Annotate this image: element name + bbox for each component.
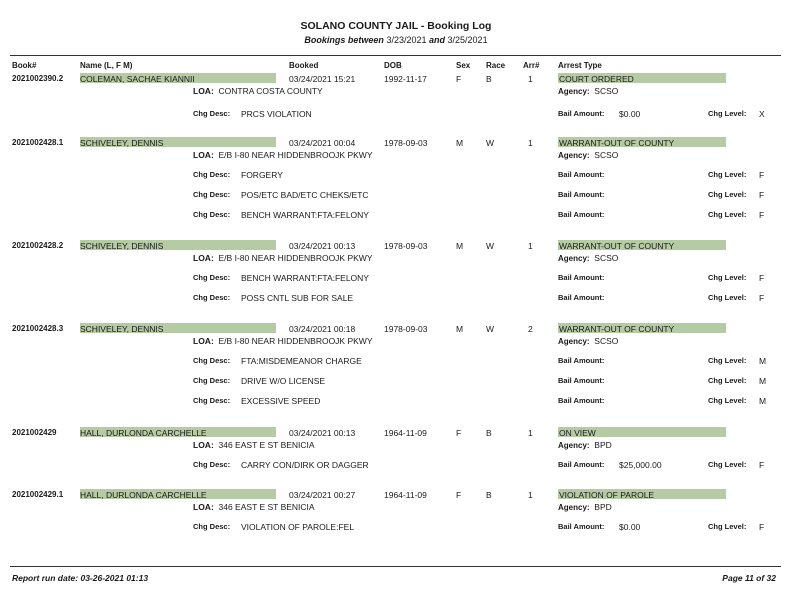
chg-level-value: M [759, 396, 767, 406]
chg-desc-value: FORGERY [241, 170, 283, 180]
arrest-count: 1 [528, 74, 533, 84]
chg-level-value: F [759, 190, 765, 200]
col-dob: DOB [384, 61, 402, 70]
loa-label: LOA: [193, 150, 214, 160]
col-arr: Arr# [523, 61, 540, 70]
chg-level-label: Chg Level: [708, 273, 747, 282]
chg-desc-label: Chg Desc: [193, 356, 231, 365]
bail-amount-value: $25,000.00 [619, 460, 662, 470]
chg-level-label: Chg Level: [708, 190, 747, 199]
arrest-count: 1 [528, 490, 533, 500]
chg-level-value: M [759, 356, 767, 366]
loa-label: LOA: [193, 440, 214, 450]
date-of-birth: 1992-11-17 [384, 74, 427, 84]
arrest-type: WARRANT-OUT OF COUNTY [559, 241, 675, 251]
chg-level-value: F [759, 293, 765, 303]
chg-level-label: Chg Level: [708, 356, 747, 365]
agency-value: BPD [594, 440, 612, 450]
bail-amount-label: Bail Amount: [558, 109, 605, 118]
loa-line [193, 86, 323, 96]
booked-datetime: 03/24/2021 00:13 [289, 428, 356, 438]
report-title: SOLANO COUNTY JAIL - Booking Log [300, 20, 492, 32]
charge-row [0, 460, 792, 472]
chg-desc-label: Chg Desc: [193, 293, 231, 302]
agency-label: Agency: [558, 441, 590, 450]
loa-label: LOA: [193, 253, 214, 263]
loa-label: LOA: [193, 86, 214, 96]
agency-value: SCSO [594, 150, 619, 160]
agency-line [558, 253, 618, 263]
agency-value: SCSO [594, 86, 619, 96]
chg-desc-label: Chg Desc: [193, 460, 231, 469]
booked-datetime: 03/24/2021 00:18 [289, 324, 356, 334]
book-number: 2021002428.2 [12, 241, 64, 250]
date-of-birth: 1964-11-09 [384, 428, 427, 438]
chg-level-label: Chg Level: [708, 460, 747, 469]
race-value: B [486, 428, 492, 438]
chg-level-label: Chg Level: [708, 293, 747, 302]
arrest-type: ON VIEW [559, 428, 596, 438]
loa-value: 346 EAST E ST BENICIA [218, 502, 315, 512]
chg-desc-label: Chg Desc: [193, 190, 231, 199]
chg-level-value: M [759, 376, 767, 386]
footer-rule [10, 566, 781, 567]
bail-amount-label: Bail Amount: [558, 170, 605, 179]
chg-level-value: F [759, 522, 765, 532]
bail-amount-label: Bail Amount: [558, 293, 605, 302]
col-sex: Sex [456, 61, 471, 70]
arrest-count: 1 [528, 241, 533, 251]
bail-amount-label: Bail Amount: [558, 376, 605, 385]
loa-value: E/B I-80 NEAR HIDDENBROOJK PKWY [218, 253, 373, 263]
charge-row [0, 273, 792, 285]
agency-label: Agency: [558, 337, 590, 346]
loa-line [193, 336, 373, 346]
inmate-name: HALL, DURLONDA CARCHELLE [80, 428, 207, 438]
inmate-name: SCHIVELEY, DENNIS [80, 138, 164, 148]
arrest-count: 1 [528, 138, 533, 148]
loa-line [193, 502, 315, 512]
date-of-birth: 1978-09-03 [384, 241, 428, 251]
bail-amount-label: Bail Amount: [558, 273, 605, 282]
chg-level-label: Chg Level: [708, 376, 747, 385]
chg-desc-value: DRIVE W/O LICENSE [241, 376, 326, 386]
end-date: 3/25/2021 [447, 35, 488, 45]
chg-desc-value: FTA:MISDEMEANOR CHARGE [241, 356, 362, 366]
chg-desc-value: BENCH WARRANT:FTA:FELONY [241, 210, 369, 220]
sex-value: M [456, 241, 464, 251]
bail-amount-label: Bail Amount: [558, 190, 605, 199]
charge-row [0, 293, 792, 305]
start-date: 3/23/2021 [386, 35, 427, 45]
race-value: W [486, 324, 495, 334]
charge-row [0, 170, 792, 182]
race-value: B [486, 74, 492, 84]
report-run-date: Report run date: 03-26-2021 01:13 [12, 573, 149, 583]
inmate-name: SCHIVELEY, DENNIS [80, 241, 164, 251]
sex-value: F [456, 74, 462, 84]
chg-desc-value: PRCS VIOLATION [241, 109, 312, 119]
and-word: and [429, 35, 446, 45]
chg-desc-label: Chg Desc: [193, 522, 231, 531]
agency-label: Agency: [558, 151, 590, 160]
agency-value: SCSO [594, 253, 619, 263]
chg-desc-value: BENCH WARRANT:FTA:FELONY [241, 273, 369, 283]
race-value: W [486, 138, 495, 148]
charge-row [0, 396, 792, 408]
chg-level-value: X [759, 109, 765, 119]
chg-level-value: F [759, 210, 765, 220]
agency-line [558, 150, 618, 160]
chg-desc-label: Chg Desc: [193, 109, 231, 118]
chg-desc-value: VIOLATION OF PAROLE:FEL [241, 522, 355, 532]
charge-row [0, 522, 792, 534]
bail-amount-label: Bail Amount: [558, 356, 605, 365]
book-number: 2021002429 [12, 428, 57, 437]
loa-value: 346 EAST E ST BENICIA [218, 440, 315, 450]
charge-row [0, 109, 792, 121]
chg-desc-value: EXCESSIVE SPEED [241, 396, 321, 406]
date-of-birth: 1978-09-03 [384, 324, 428, 334]
chg-level-label: Chg Level: [708, 109, 747, 118]
subtitle-prefix: Bookings between [304, 35, 384, 45]
agency-line [558, 440, 612, 450]
chg-desc-value: POSS CNTL SUB FOR SALE [241, 293, 354, 303]
agency-label: Agency: [558, 254, 590, 263]
bail-amount-label: Bail Amount: [558, 460, 605, 469]
charge-row [0, 210, 792, 222]
booked-datetime: 03/24/2021 15:21 [289, 74, 356, 84]
date-of-birth: 1978-09-03 [384, 138, 428, 148]
loa-value: E/B I-80 NEAR HIDDENBROOJK PKWY [218, 150, 373, 160]
booked-datetime: 03/24/2021 00:13 [289, 241, 356, 251]
date-of-birth: 1964-11-09 [384, 490, 427, 500]
chg-desc-label: Chg Desc: [193, 210, 231, 219]
chg-level-value: F [759, 273, 765, 283]
sex-value: M [456, 324, 464, 334]
chg-level-label: Chg Level: [708, 522, 747, 531]
chg-desc-value: CARRY CON/DIRK OR DAGGER [241, 460, 369, 470]
agency-value: SCSO [594, 336, 619, 346]
sex-value: F [456, 428, 462, 438]
report-subtitle [0, 35, 792, 45]
inmate-name: SCHIVELEY, DENNIS [80, 324, 164, 334]
sex-value: M [456, 138, 464, 148]
loa-line [193, 440, 315, 450]
loa-line [193, 253, 373, 263]
chg-level-label: Chg Level: [708, 210, 747, 219]
arrest-count: 2 [528, 324, 533, 334]
header-rule [10, 55, 781, 56]
book-number: 2021002428.3 [12, 324, 64, 333]
sex-value: F [456, 490, 462, 500]
loa-value: CONTRA COSTA COUNTY [218, 86, 323, 96]
booking-record [0, 241, 792, 331]
booked-datetime: 03/24/2021 00:04 [289, 138, 356, 148]
chg-desc-label: Chg Desc: [193, 170, 231, 179]
chg-desc-label: Chg Desc: [193, 376, 231, 385]
chg-level-label: Chg Level: [708, 396, 747, 405]
chg-desc-value: POS/ETC BAD/ETC CHEKS/ETC [241, 190, 369, 200]
arrest-type: WARRANT-OUT OF COUNTY [559, 138, 675, 148]
book-number: 2021002428.1 [12, 138, 64, 147]
col-name: Name (L, F M) [80, 61, 133, 70]
inmate-name: COLEMAN, SACHAE KIANNII [80, 74, 195, 84]
agency-value: BPD [594, 502, 612, 512]
col-arrest-type: Arrest Type [558, 61, 602, 70]
chg-desc-label: Chg Desc: [193, 396, 231, 405]
col-race: Race [486, 61, 506, 70]
bail-amount-value: $0.00 [619, 109, 641, 119]
chg-level-value: F [759, 460, 765, 470]
loa-line [193, 150, 373, 160]
chg-level-label: Chg Level: [708, 170, 747, 179]
agency-line [558, 86, 618, 96]
agency-label: Agency: [558, 503, 590, 512]
arrest-type: VIOLATION OF PAROLE [559, 490, 655, 500]
book-number: 2021002429.1 [12, 490, 64, 499]
race-value: B [486, 490, 492, 500]
arrest-type: COURT ORDERED [559, 74, 634, 84]
arrest-type: WARRANT-OUT OF COUNTY [559, 324, 675, 334]
bail-amount-label: Bail Amount: [558, 210, 605, 219]
chg-level-value: F [759, 170, 765, 180]
book-number: 2021002390.2 [12, 74, 64, 83]
charge-row [0, 190, 792, 202]
booked-datetime: 03/24/2021 00:27 [289, 490, 356, 500]
loa-label: LOA: [193, 502, 214, 512]
agency-line [558, 502, 612, 512]
inmate-name: HALL, DURLONDA CARCHELLE [80, 490, 207, 500]
arrest-count: 1 [528, 428, 533, 438]
agency-line [558, 336, 618, 346]
bail-amount-value: $0.00 [619, 522, 641, 532]
agency-label: Agency: [558, 87, 590, 96]
col-booked: Booked [289, 61, 319, 70]
charge-row [0, 356, 792, 368]
bail-amount-label: Bail Amount: [558, 522, 605, 531]
page-number: Page 11 of 32 [722, 573, 776, 583]
chg-desc-label: Chg Desc: [193, 273, 231, 282]
race-value: W [486, 241, 495, 251]
loa-label: LOA: [193, 336, 214, 346]
bail-amount-label: Bail Amount: [558, 396, 605, 405]
col-book: Book# [12, 61, 37, 70]
loa-value: E/B I-80 NEAR HIDDENBROOJK PKWY [218, 336, 373, 346]
charge-row [0, 376, 792, 388]
